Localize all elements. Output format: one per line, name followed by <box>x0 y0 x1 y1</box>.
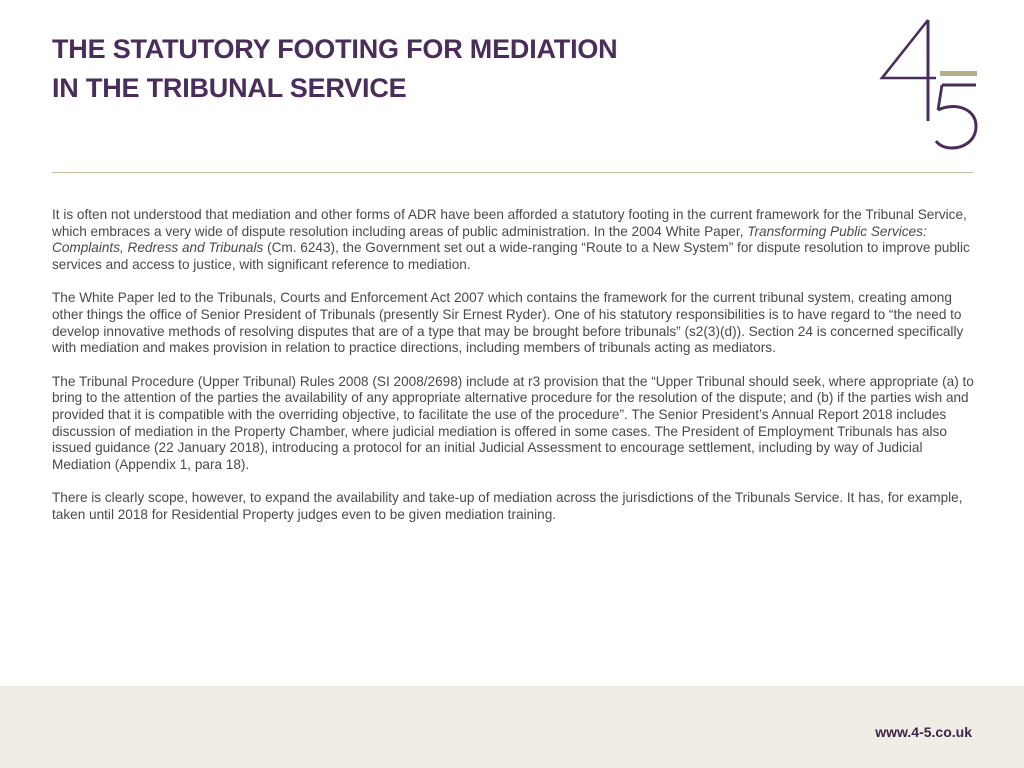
slide-title-line-1: THE STATUTORY FOOTING FOR MEDIATION <box>52 34 618 64</box>
title-divider <box>52 172 973 173</box>
white-paper-title: Transforming Public Services: Complaints, Redress and Tribunals <box>52 223 927 256</box>
four-five-logo-icon <box>872 16 984 152</box>
paragraph-3: The Tribunal Procedure (Upper Tribunal) Rules 2008 (SI 2008/2698) include at r3 provision that the “Upper Tribunal should seek, where appropriate (a) to bring to the attention of the parties the availability of any appropriate alternative procedure for the resolution of the dispute; and (b) if the parties wish and provided that it is compatible with the overriding objective, to facilitate the use of the procedure”. The Senior President’s Annual Report 2018 includes discussion of mediation in the Property Chamber, where judicial mediation is offered in some cases. The President of Employment Tribunals has also issued guidance (22 January 2018), introducing a protocol for an initial Judicial Assessment to encourage settlement, including by way of Judicial Mediation (Appendix 1, para 18). <box>52 373 974 472</box>
paragraph-1 <box>52 207 976 273</box>
body-text <box>52 207 976 541</box>
paragraph-4: There is clearly scope, however, to expand the availability and take-up of mediation across the jurisdictions of the Tribunals Service. It has, for example, taken until 2018 for Residential Property judges even to be given mediation training. <box>52 490 963 522</box>
slide-title-line-2: IN THE TRIBUNAL SERVICE <box>52 73 407 103</box>
paragraph-1-part-1: It is often not understood that mediation and other forms of ADR have been afforded a statutory footing in the current framework for the Tribunal Service, which embraces a very wide of dispute resolution including areas of public administration. In the 2004 White Paper, <box>52 207 967 239</box>
paragraph-1-part-2: (Cm. 6243), the Government set out a wide-ranging “Route to a New System” for dispute resolution to improve public services and access to justice, with significant reference to mediation. <box>52 240 970 272</box>
slide-title <box>52 30 812 108</box>
website-url: www.4-5.co.uk <box>875 724 972 740</box>
footer-band <box>0 686 1024 768</box>
paragraph-2: The White Paper led to the Tribunals, Courts and Enforcement Act 2007 which contains the framework for the current tribunal system, creating among other things the office of Senior President of Tribunals (presently Sir Ernest Ryder). One of his statutory responsibilities is to have regard to “the need to develop innovative methods of resolving disputes that are of a type that may be brought before tribunals” (s2(3)(d)). Section 24 is concerned specifically with mediation and makes provision in relation to practice directions, including members of tribunals acting as mediators. <box>52 290 964 356</box>
